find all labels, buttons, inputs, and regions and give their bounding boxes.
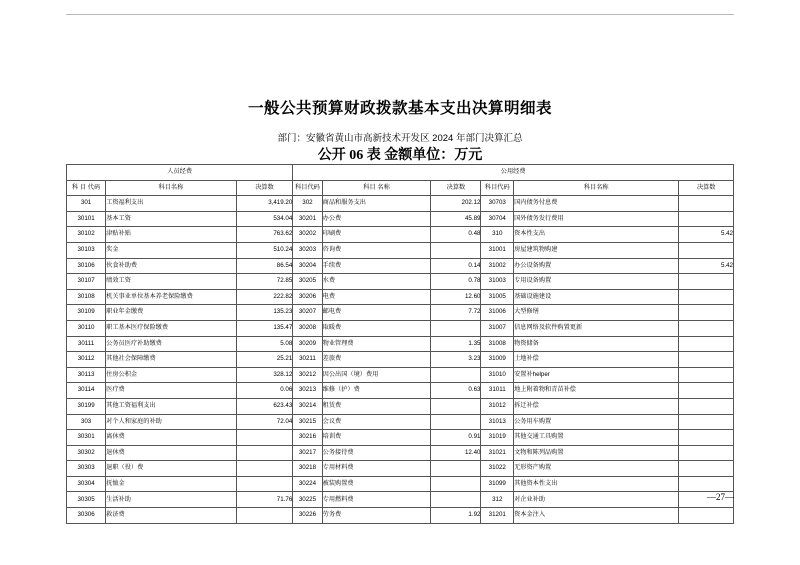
table-row [67,336,734,352]
cell-code-2: 30211 [293,352,322,368]
cell-name-1: 基本工资 [106,211,237,227]
cell-amount-2: 3.23 [431,352,481,368]
cell-code-2: 30212 [293,367,322,383]
cell-code-3: 31002 [481,258,514,274]
cell-name-2: 被装购置费 [322,476,431,492]
cell-code-1: 30302 [67,445,106,461]
cell-name-3: 对企业补助 [514,492,679,508]
cell-name-3: 公务用车购置 [514,414,679,430]
cell-code-3: 31099 [481,476,514,492]
cell-name-1: 公务员医疗补助缴费 [106,336,237,352]
cell-code-1: 30304 [67,476,106,492]
cell-name-1: 救济费 [106,508,237,524]
cell-code-1: 30303 [67,461,106,477]
cell-code-3: 310 [481,227,514,243]
cell-name-3: 地上附着物和青苗补偿 [514,383,679,399]
cell-code-1: 301 [67,196,106,212]
cell-amount-3 [679,367,734,383]
column-header-name-3: 科目名称 [514,180,679,196]
cell-code-3: 31008 [481,336,514,352]
cell-code-1: 30108 [67,289,106,305]
cell-amount-1: 5.08 [236,336,293,352]
column-header-name-2: 科目 名称 [322,180,431,196]
cell-code-1: 30107 [67,274,106,290]
cell-name-2: 物业管理费 [322,336,431,352]
cell-code-2: 30207 [293,305,322,321]
cell-name-3: 信息网络及软件购置更新 [514,320,679,336]
cell-code-3: 31022 [481,461,514,477]
cell-amount-2: 12.40 [431,445,481,461]
table-row [67,258,734,274]
cell-code-1: 30101 [67,211,106,227]
cell-amount-3 [679,383,734,399]
cell-amount-3 [679,242,734,258]
cell-amount-2 [431,461,481,477]
cell-code-3: 31001 [481,242,514,258]
cell-code-1: 30112 [67,352,106,368]
cell-amount-1: 72.85 [236,274,293,290]
cell-name-3: 大型修缮 [514,305,679,321]
cell-code-2: 30209 [293,336,322,352]
column-header-code-3: 科目代码 [481,180,514,196]
cell-amount-3: 5.42 [679,227,734,243]
cell-amount-3 [679,430,734,446]
cell-amount-3 [679,211,734,227]
cell-amount-2 [431,398,481,414]
cell-amount-2: 0.48 [431,227,481,243]
cell-amount-2 [431,414,481,430]
cell-amount-1: 763.62 [236,227,293,243]
cell-name-3: 其他资本性支出 [514,476,679,492]
cell-code-2: 30208 [293,320,322,336]
cell-amount-2: 0.91 [431,430,481,446]
cell-code-3: 31003 [481,274,514,290]
cell-name-1: 退职（役）费 [106,461,237,477]
cell-amount-2: 12.60 [431,289,481,305]
cell-code-1: 30111 [67,336,106,352]
department-line [0,130,800,144]
cell-name-1: 奖金 [106,242,237,258]
cell-code-2: 30217 [293,445,322,461]
cell-amount-3 [679,461,734,477]
cell-code-3: 31010 [481,367,514,383]
cell-amount-2: 7.72 [431,305,481,321]
cell-code-2: 30202 [293,227,322,243]
cell-amount-2: 202.12 [431,196,481,212]
table-row [67,430,734,446]
cell-code-2: 30206 [293,289,322,305]
cell-amount-1 [236,430,293,446]
cell-code-3: 31007 [481,320,514,336]
cell-amount-2: 0.14 [431,258,481,274]
cell-name-2: 电费 [322,289,431,305]
cell-code-2: 30224 [293,476,322,492]
table-row [67,196,734,212]
cell-amount-1: 135.47 [236,320,293,336]
cell-amount-2: 1.92 [431,508,481,524]
cell-amount-2: 1.35 [431,336,481,352]
cell-name-2: 公务接待费 [322,445,431,461]
cell-name-2: 咨询费 [322,242,431,258]
cell-code-1: 30199 [67,398,106,414]
cell-name-2: 取暖费 [322,320,431,336]
cell-name-2: 商品和服务支出 [322,196,431,212]
cell-code-2: 30216 [293,430,322,446]
cell-name-3: 基础设施建设 [514,289,679,305]
cell-amount-1: 534.04 [236,211,293,227]
cell-code-2: 30215 [293,414,322,430]
cell-amount-1: 71.76 [236,492,293,508]
cell-code-2: 302 [293,196,322,212]
table-group-header-row [67,165,734,181]
column-header-name-1: 科目名称 [106,180,237,196]
cell-code-1: 30103 [67,242,106,258]
cell-amount-3 [679,352,734,368]
cell-name-2: 专用燃料费 [322,492,431,508]
table-row [67,414,734,430]
cell-name-2: 劳务费 [322,508,431,524]
table-row [67,461,734,477]
table-row [67,445,734,461]
cell-amount-3 [679,476,734,492]
cell-amount-1: 25.21 [236,352,293,368]
cell-name-1: 伙食补助费 [106,258,237,274]
cell-code-2: 30213 [293,383,322,399]
cell-name-2: 办公费 [322,211,431,227]
cell-amount-1: 222.82 [236,289,293,305]
header-rule [66,14,734,15]
cell-name-1: 职业年金缴费 [106,305,237,321]
cell-name-2: 租赁费 [322,398,431,414]
cell-name-3: 办公设备购置 [514,258,679,274]
cell-amount-2 [431,242,481,258]
cell-amount-1: 86.54 [236,258,293,274]
cell-code-1: 30305 [67,492,106,508]
cell-name-3: 无形资产购置 [514,461,679,477]
cell-name-2: 手续费 [322,258,431,274]
cell-amount-1: 623.43 [236,398,293,414]
cell-code-2: 30226 [293,508,322,524]
cell-amount-1: 72.04 [236,414,293,430]
cell-code-2: 30225 [293,492,322,508]
cell-code-3: 31011 [481,383,514,399]
table-row [67,320,734,336]
column-header-amount-3: 决算数 [679,180,734,196]
cell-name-1: 抚恤金 [106,476,237,492]
cell-name-1: 绩效工资 [106,274,237,290]
cell-name-1: 其他工资福利支出 [106,398,237,414]
table-row [67,227,734,243]
cell-name-1: 工资福利支出 [106,196,237,212]
cell-name-1: 机关事业单位基本养老保险缴费 [106,289,237,305]
cell-name-2: 因公出国（境）费用 [322,367,431,383]
cell-name-3: 资本性支出 [514,227,679,243]
cell-amount-2: 45.89 [431,211,481,227]
cell-code-1: 30109 [67,305,106,321]
cell-code-3: 31009 [481,352,514,368]
cell-code-1: 303 [67,414,106,430]
cell-name-3: 文物和陈列品购置 [514,445,679,461]
cell-code-3: 31012 [481,398,514,414]
cell-name-3: 土地补偿 [514,352,679,368]
cell-code-1: 30306 [67,508,106,524]
cell-code-1: 30110 [67,320,106,336]
cell-name-3: 国内债务付息费 [514,196,679,212]
table-row [67,289,734,305]
cell-code-3: 30704 [481,211,514,227]
cell-code-1: 30113 [67,367,106,383]
department-value: 安徽省黄山市高新技术开发区 2024 年部门决算汇总 [306,133,523,144]
column-header-code-1: 科 目 代码 [67,180,106,196]
cell-code-3: 312 [481,492,514,508]
table-row [67,383,734,399]
cell-code-3: 31006 [481,305,514,321]
cell-amount-3 [679,305,734,321]
cell-name-3: 安置补helper [514,367,679,383]
cell-name-1: 对个人和家庭的补助 [106,414,237,430]
table-row [67,367,734,383]
cell-name-2: 差旅费 [322,352,431,368]
cell-code-3: 31021 [481,445,514,461]
cell-amount-2 [431,320,481,336]
cell-code-1: 30301 [67,430,106,446]
group-header-personnel: 人员经费 [67,165,293,181]
cell-name-3: 专用设备购置 [514,274,679,290]
cell-amount-1: 0.06 [236,383,293,399]
cell-name-1: 退休费 [106,445,237,461]
table-row [67,352,734,368]
cell-code-2: 30204 [293,258,322,274]
cell-name-1: 离休费 [106,430,237,446]
cell-amount-2: 0.78 [431,274,481,290]
cell-name-1: 职工基本医疗保险缴费 [106,320,237,336]
cell-amount-3 [679,320,734,336]
table-row [67,211,734,227]
cell-name-3: 资本金注入 [514,508,679,524]
cell-amount-3 [679,414,734,430]
cell-name-1: 生活补助 [106,492,237,508]
cell-code-2: 30214 [293,398,322,414]
cell-code-2: 30201 [293,211,322,227]
cell-name-2: 水费 [322,274,431,290]
cell-amount-3 [679,445,734,461]
column-header-amount-1: 决算数 [236,180,293,196]
column-header-amount-2: 决算数 [431,180,481,196]
cell-name-1: 住房公积金 [106,367,237,383]
cell-code-3: 31005 [481,289,514,305]
cell-name-3: 国外债务发行费用 [514,211,679,227]
cell-code-3: 30703 [481,196,514,212]
table-row [67,508,734,524]
cell-code-3: 31201 [481,508,514,524]
cell-name-1: 其他社会保障缴费 [106,352,237,368]
cell-name-2: 维修（护）费 [322,383,431,399]
cell-amount-1 [236,508,293,524]
cell-amount-3 [679,196,734,212]
cell-amount-1 [236,461,293,477]
cell-code-3: 31013 [481,414,514,430]
budget-table [66,164,734,524]
cell-name-1: 医疗费 [106,383,237,399]
cell-name-2: 会议费 [322,414,431,430]
table-row [67,398,734,414]
cell-name-2: 培训费 [322,430,431,446]
cell-amount-3 [679,336,734,352]
cell-code-1: 30106 [67,258,106,274]
cell-amount-2 [431,367,481,383]
cell-name-3: 拆迁补偿 [514,398,679,414]
cell-amount-3: 5.42 [679,258,734,274]
cell-amount-1: 135.23 [236,305,293,321]
cell-amount-3 [679,289,734,305]
department-label: 部门： [277,134,307,144]
cell-code-2: 30218 [293,461,322,477]
table-row [67,476,734,492]
group-header-public: 公用经费 [293,165,734,181]
cell-name-1: 津贴补贴 [106,227,237,243]
cell-amount-1: 328.12 [236,367,293,383]
cell-amount-1: 3,419.20 [236,196,293,212]
table-column-header-row [67,180,734,196]
cell-amount-2: 0.63 [431,383,481,399]
table-row [67,242,734,258]
cell-amount-3 [679,508,734,524]
cell-amount-1 [236,445,293,461]
cell-name-2: 印刷费 [322,227,431,243]
cell-name-2: 邮电费 [322,305,431,321]
subtitle: 公开 06 表 金额单位：万元 [317,148,483,163]
cell-code-1: 30114 [67,383,106,399]
cell-name-3: 物资储备 [514,336,679,352]
cell-code-1: 30102 [67,227,106,243]
cell-amount-2 [431,476,481,492]
cell-amount-3 [679,398,734,414]
cell-name-3: 房屋建筑物购建 [514,242,679,258]
cell-code-2: 30203 [293,242,322,258]
cell-amount-1: 510.24 [236,242,293,258]
cell-code-2: 30205 [293,274,322,290]
cell-name-3: 其他交通工具购置 [514,430,679,446]
cell-name-2: 专用材料费 [322,461,431,477]
table-row [67,305,734,321]
page-number: —27— [707,492,734,502]
cell-code-3: 31019 [481,430,514,446]
table-row [67,274,734,290]
table-body [67,196,734,523]
column-header-code-2: 科目代码 [293,180,322,196]
cell-amount-3 [679,274,734,290]
page-title: 一般公共预算财政拨款基本支出决算明细表 [247,100,552,117]
cell-amount-1 [236,476,293,492]
